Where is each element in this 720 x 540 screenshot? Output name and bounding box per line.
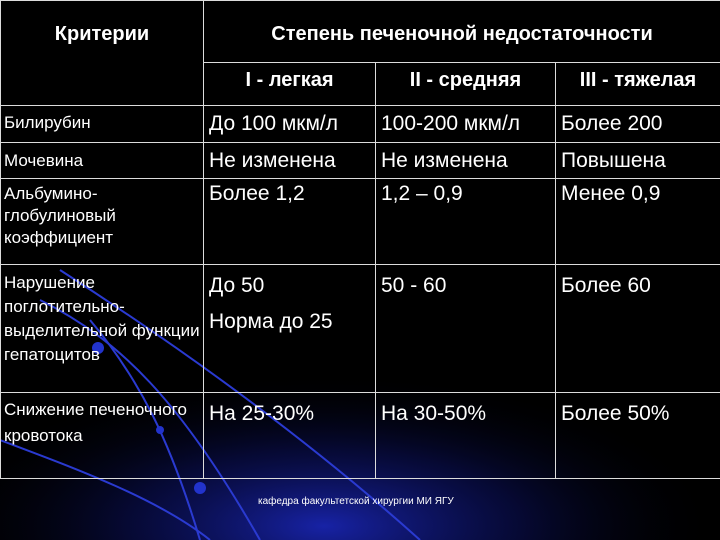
header-level-3: III - тяжелая [556, 63, 720, 106]
table-cell: Повышена [556, 143, 720, 179]
table-cell: Не изменена [204, 143, 376, 179]
table-cell: Более 200 [556, 106, 720, 143]
table-row [1, 393, 720, 479]
footer-caption: кафедра факультетской хирургии МИ ЯГУ [258, 496, 454, 507]
table-row [1, 265, 720, 393]
row-label: Билирубин [1, 106, 204, 143]
header-level-1: I - легкая [204, 63, 376, 106]
table-cell: Не изменена [376, 143, 556, 179]
table-row [1, 179, 720, 265]
row-label: Альбумино-глобулиновый коэффициент [1, 179, 204, 265]
table-cell: Более 50% [556, 393, 720, 479]
table-cell: 1,2 – 0,9 [376, 179, 556, 265]
table-cell: Менее 0,9 [556, 179, 720, 265]
header-degree: Степень печеночной недостаточности [204, 1, 720, 63]
table-cell: До 100 мкм/л [204, 106, 376, 143]
table-cell: 50 - 60 [376, 265, 556, 393]
table-cell: 100-200 мкм/л [376, 106, 556, 143]
table-cell: Более 1,2 [204, 179, 376, 265]
row-label: Мочевина [1, 143, 204, 179]
table-row [1, 143, 720, 179]
table-cell: Более 60 [556, 265, 720, 393]
header-level-2: II - средняя [376, 63, 556, 106]
cell-note: Норма до 25 [209, 310, 333, 333]
cell-value: До 50 [209, 274, 265, 297]
row-label: Нарушение поглотительно-выделительной функции гепатоцитов [1, 265, 204, 393]
table-cell [204, 265, 376, 393]
table-row [1, 106, 720, 143]
table-cell: На 25-30% [204, 393, 376, 479]
table-cell: На 30-50% [376, 393, 556, 479]
header-criteria: Критерии [1, 1, 204, 106]
row-label: Снижение печеночного кровотока [1, 393, 204, 479]
